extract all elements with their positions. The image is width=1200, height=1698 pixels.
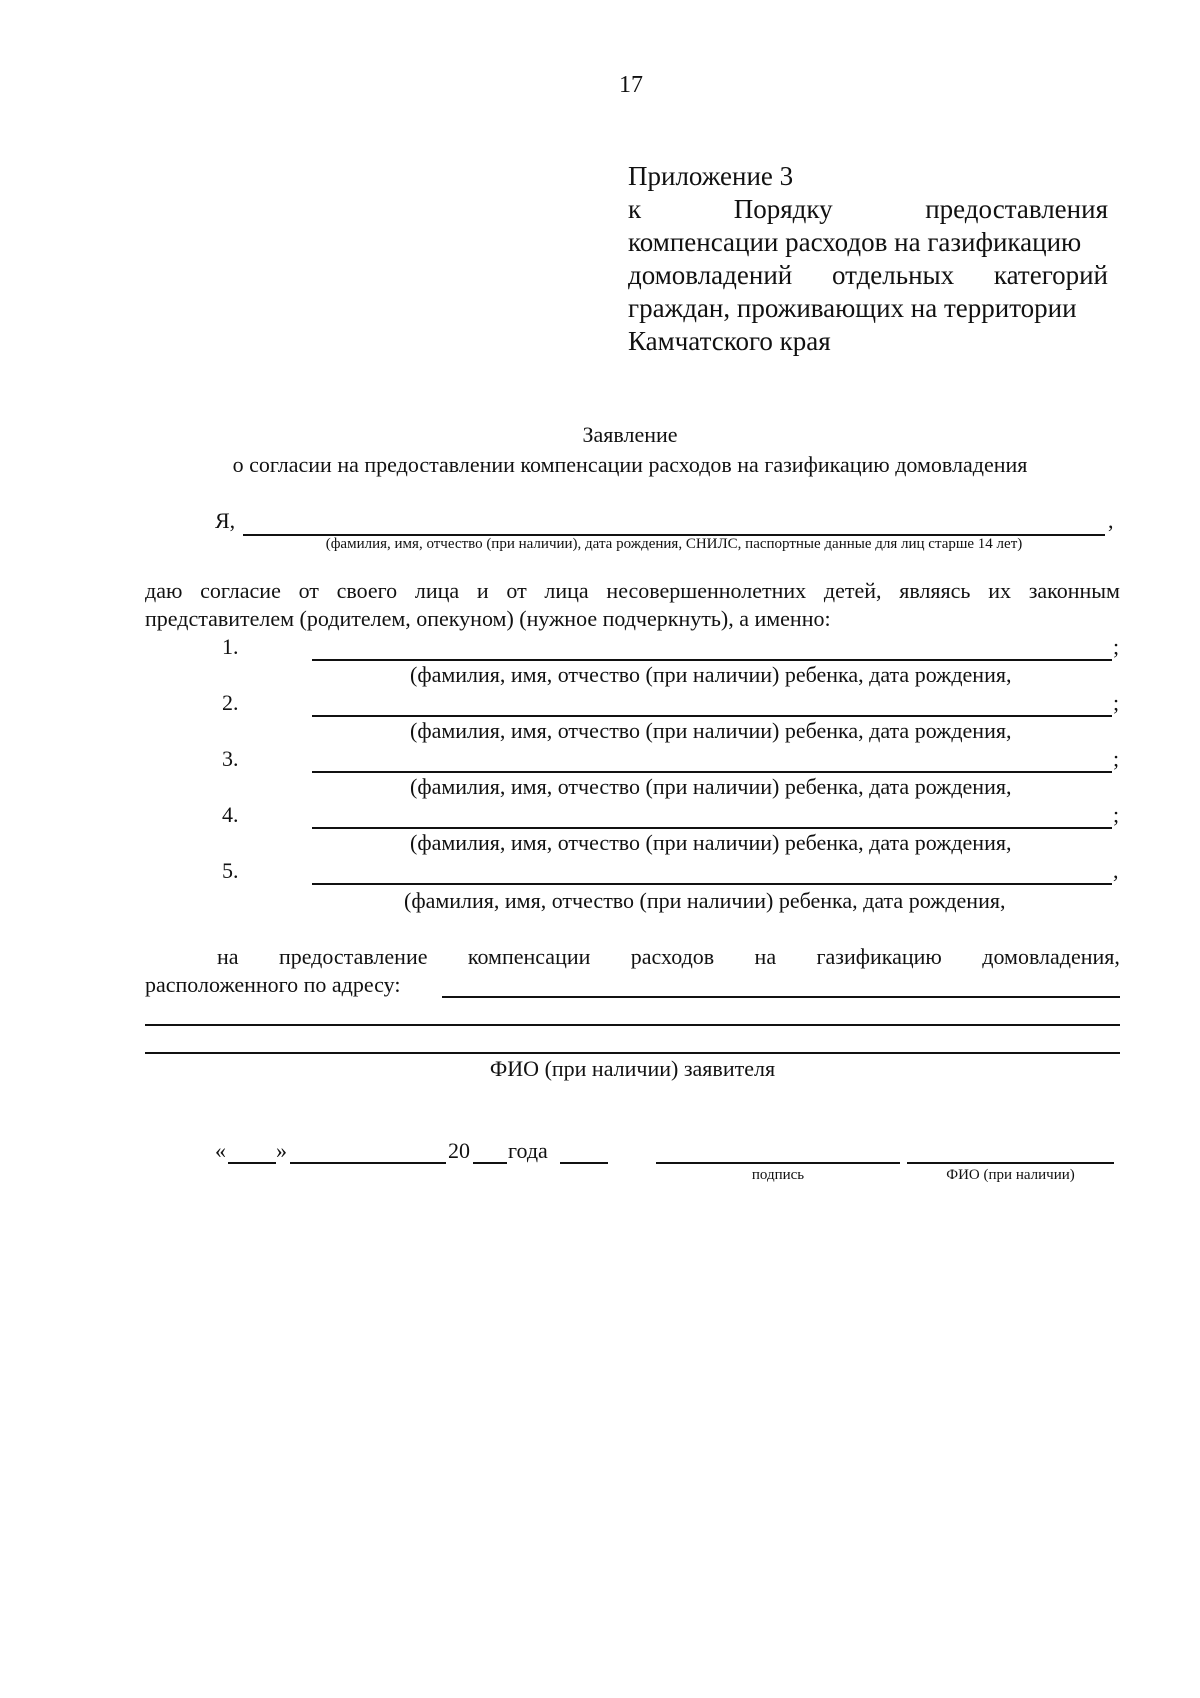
- child-separator: ;: [1113, 746, 1120, 771]
- appendix-word: к: [628, 194, 642, 224]
- consent-word: несовершеннолетних: [606, 578, 807, 603]
- year-suffix: года: [508, 1138, 548, 1163]
- appendix-word: домовладений: [628, 260, 793, 290]
- child-number: 4.: [222, 802, 239, 827]
- signer-name-caption: ФИО (при наличии): [946, 1167, 1075, 1183]
- consent-word: их: [988, 578, 1011, 603]
- child-separator: ,: [1113, 858, 1119, 883]
- consent-word: от: [298, 578, 319, 603]
- appendix-line-3: компенсации расходов на газификацию: [628, 227, 1082, 257]
- purpose-word: домовладения,: [982, 944, 1120, 969]
- year-extra-line[interactable]: [560, 1162, 608, 1164]
- address-input-line[interactable]: [442, 996, 1120, 998]
- purpose-word: на: [754, 944, 777, 969]
- date-quote-close: »: [276, 1138, 287, 1163]
- child-separator: ;: [1113, 634, 1120, 659]
- consent-word: согласие: [200, 578, 281, 603]
- consent-word: и: [476, 578, 489, 603]
- child-caption: (фамилия, имя, отчество (при наличии) ребенка, дата рождения,: [410, 662, 1012, 687]
- consent-word: своего: [336, 578, 398, 603]
- child-separator: ;: [1113, 802, 1120, 827]
- document-subtitle: о согласии на предоставлении компенсации расходов на газификацию домовладения: [232, 452, 1028, 477]
- appendix-line-2: [628, 193, 1108, 226]
- child-input-line[interactable]: [312, 771, 1112, 773]
- child-separator: ;: [1113, 690, 1120, 715]
- consent-line-1: [145, 578, 1120, 604]
- applicant-suffix: ,: [1108, 508, 1114, 533]
- appendix-line-6: Камчатского края: [628, 326, 831, 356]
- appendix-word: отдельных: [831, 260, 955, 290]
- child-input-line[interactable]: [312, 883, 1112, 885]
- child-caption: (фамилия, имя, отчество (при наличии) ребенка, дата рождения,: [410, 718, 1012, 743]
- consent-word: даю: [145, 578, 183, 603]
- appendix-line-1: Приложение 3: [628, 161, 794, 191]
- child-input-line[interactable]: [312, 715, 1112, 717]
- purpose-line-1: [217, 944, 1120, 970]
- date-quote-open: «: [215, 1138, 226, 1163]
- signature-input-line[interactable]: [656, 1162, 900, 1164]
- child-caption: (фамилия, имя, отчество (при наличии) ребенка, дата рождения,: [410, 830, 1012, 855]
- applicant-prefix: Я,: [215, 508, 236, 533]
- appendix-word: предоставления: [925, 194, 1108, 224]
- page-number: 17: [619, 72, 643, 98]
- day-input-line[interactable]: [228, 1162, 276, 1164]
- child-caption: (фамилия, имя, отчество (при наличии) ребенка, дата рождения,: [404, 888, 1006, 913]
- purpose-word: расходов: [630, 944, 715, 969]
- child-input-line[interactable]: [312, 659, 1112, 661]
- consent-word: от: [506, 578, 527, 603]
- consent-word: лица: [414, 578, 460, 603]
- applicant-name-line[interactable]: [145, 1052, 1120, 1054]
- purpose-word: предоставление: [278, 944, 428, 969]
- year-prefix: 20: [448, 1138, 470, 1163]
- document-title: Заявление: [582, 422, 678, 447]
- applicant-caption: (фамилия, имя, отчество (при наличии), дата рождения, СНИЛС, паспортные данные для лиц старше 14 лет): [325, 536, 1023, 552]
- consent-word: лица: [544, 578, 589, 603]
- consent-word: детей,: [823, 578, 882, 603]
- appendix-line-5: граждан, проживающих на территории: [628, 293, 1077, 323]
- purpose-word: газификацию: [816, 944, 942, 969]
- year-input-line[interactable]: [473, 1162, 507, 1164]
- appendix-line-4: [628, 259, 1108, 292]
- month-input-line[interactable]: [290, 1162, 446, 1164]
- appendix-word: категорий: [993, 260, 1108, 290]
- child-number: 1.: [222, 634, 239, 659]
- child-caption: (фамилия, имя, отчество (при наличии) ребенка, дата рождения,: [410, 774, 1012, 799]
- address-continuation-line[interactable]: [145, 1024, 1120, 1026]
- signer-name-input-line[interactable]: [907, 1162, 1114, 1164]
- purpose-word: компенсации: [467, 944, 591, 969]
- purpose-word: на: [217, 944, 239, 969]
- address-label: расположенного по адресу:: [145, 972, 401, 997]
- consent-line-2: представителем (родителем, опекуном) (нужное подчеркнуть), а именно:: [145, 606, 831, 631]
- child-number: 2.: [222, 690, 239, 715]
- applicant-name-caption: ФИО (при наличии) заявителя: [489, 1056, 776, 1081]
- child-input-line[interactable]: [312, 827, 1112, 829]
- appendix-block: [628, 160, 1108, 358]
- consent-word: являясь: [899, 578, 971, 603]
- signature-caption: подпись: [751, 1167, 805, 1183]
- consent-word: законным: [1028, 578, 1120, 603]
- appendix-word: Порядку: [733, 194, 833, 224]
- child-number: 3.: [222, 746, 239, 771]
- child-number: 5.: [222, 858, 239, 883]
